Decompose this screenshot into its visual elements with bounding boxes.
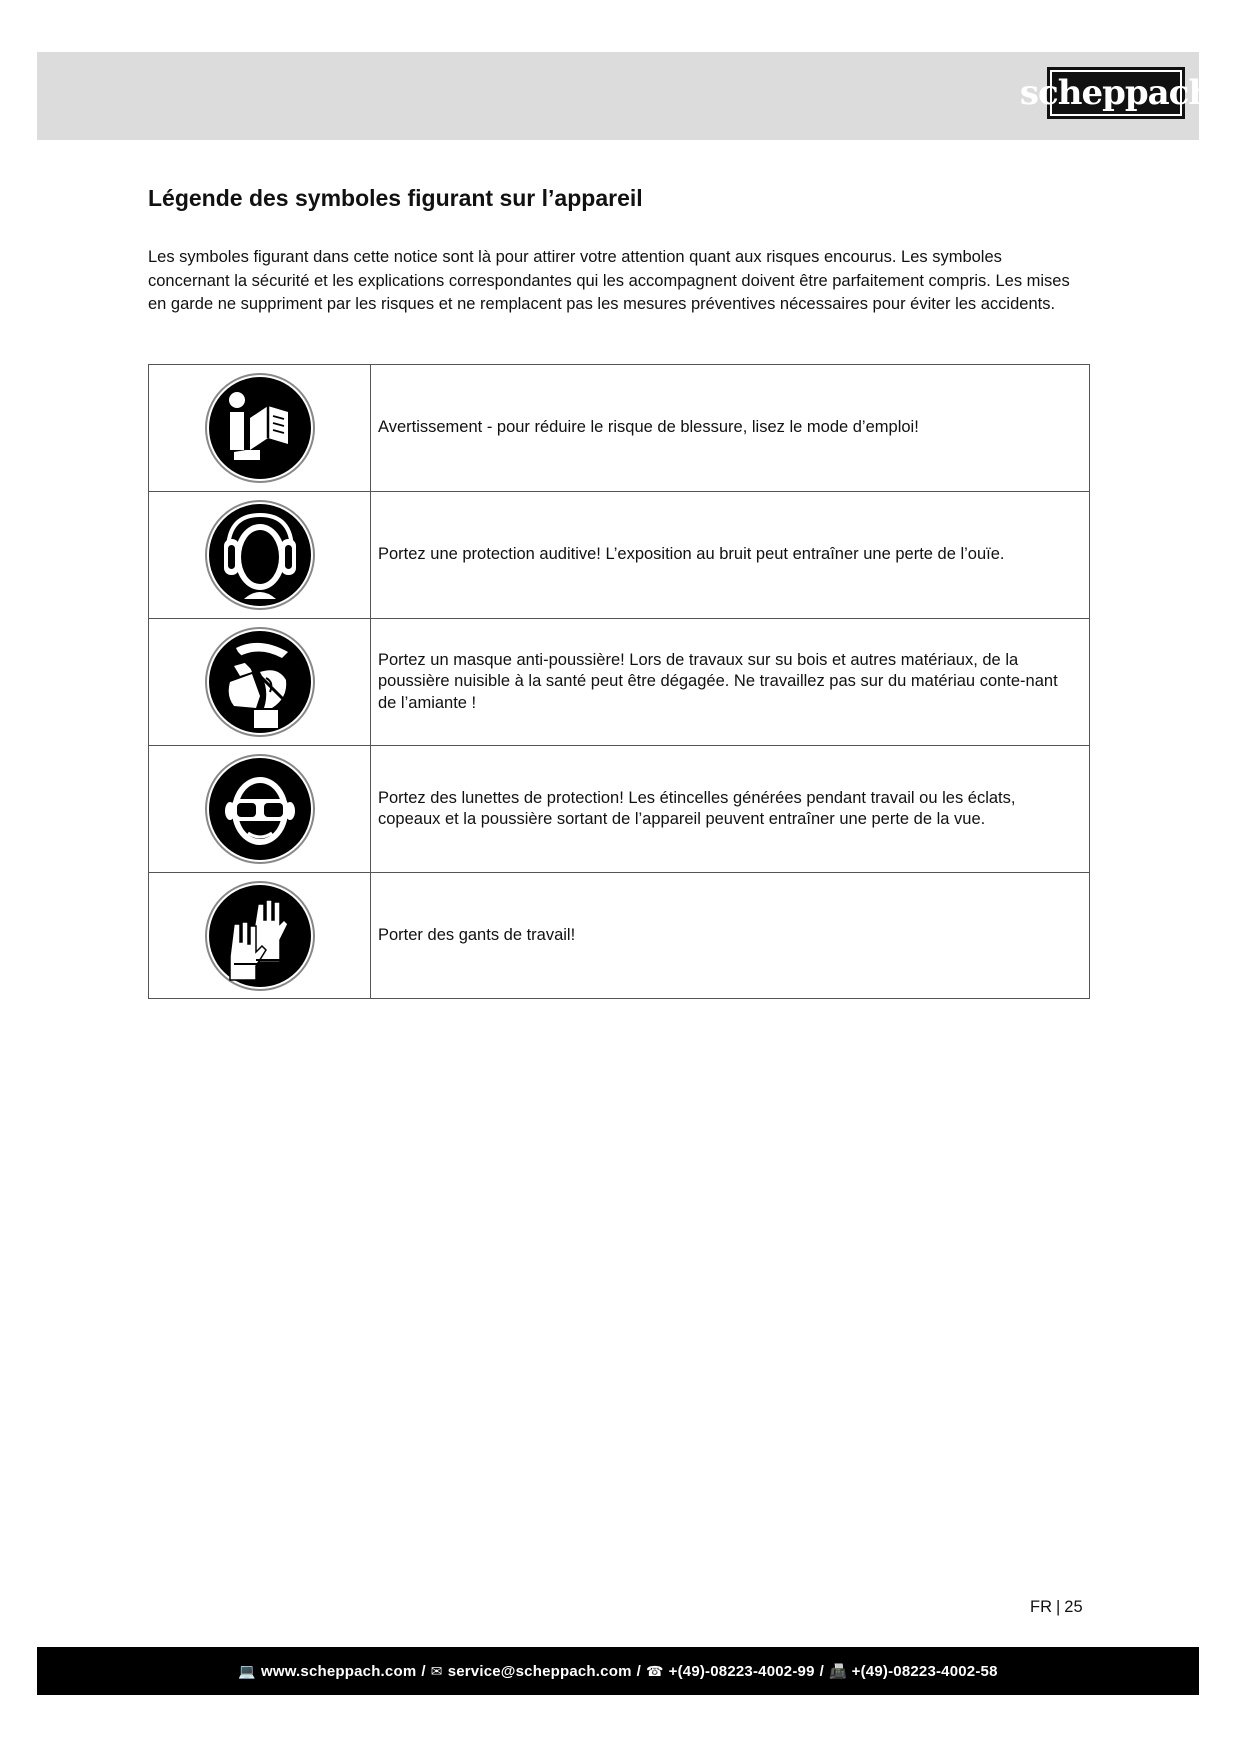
table-row [149,365,1090,492]
footer-band [37,1647,1199,1695]
phone-icon: ☎ [645,1662,664,1679]
symbol-text: Portez une protection auditive! L’exposition au bruit peut entraîner une perte de l’ouïe. [371,492,1090,619]
dust-mask-icon [204,626,316,738]
symbols-table [148,364,1090,999]
table-row [149,746,1090,873]
logo-text: scheppach [1019,73,1213,113]
footer-website[interactable]: www.scheppach.com [260,1662,417,1680]
computer-icon: 💻 [238,1662,256,1679]
icon-cell [149,619,371,746]
icon-cell [149,873,371,999]
scheppach-logo [1019,67,1213,119]
icon-cell [149,746,371,873]
footer-phone: +(49)-08223-4002-99 [668,1662,815,1680]
footer-separator: / [819,1662,824,1680]
work-gloves-icon [204,880,316,992]
footer-fax: +(49)-08223-4002-58 [851,1662,998,1680]
icon-cell [149,492,371,619]
fax-icon: 📠 [829,1662,847,1679]
symbol-text: Portez un masque anti-poussière! Lors de travaux sur su bois et autres matériaux, de la poussière nuisible à la santé peut être dégagée. Ne travaillez pas sur du matériau conte-nant de l’amiante ! [371,619,1090,746]
footer-email[interactable]: service@scheppach.com [447,1662,632,1680]
language-code: FR [1030,1598,1052,1616]
icon-cell [149,365,371,492]
table-row [149,619,1090,746]
page-number-separator: | [1056,1598,1061,1616]
footer-separator: / [636,1662,641,1680]
symbol-text: Portez des lunettes de protection! Les étincelles générées pendant travail ou les éclats, copeaux et la poussière sortant de l’appareil peuvent entraîner une perte de la vue. [371,746,1090,873]
table-row [149,492,1090,619]
intro-paragraph: Les symboles figurant dans cette notice sont là pour attirer votre attention quant aux risques encourus. Les symboles concernant la sécurité et les explications correspondantes qui les accompagnent doivent être parfaitement compris. Les mises en garde ne suppriment par les risques et ne remplacent pas les mesures préventives nécessaires pour éviter les accidents. [148,248,1070,313]
read-manual-icon [204,372,316,484]
symbol-text: Avertissement - pour réduire le risque de blessure, lisez le mode d’emploi! [371,365,1090,492]
safety-goggles-icon [204,753,316,865]
symbol-text: Porter des gants de travail! [371,873,1090,999]
footer-separator: / [421,1662,426,1680]
page-number-value: 25 [1064,1598,1083,1616]
page-title: Légende des symboles figurant sur l’appareil [148,185,643,211]
table-row [149,873,1090,999]
page-number [1030,1598,1083,1617]
ear-protection-icon [204,499,316,611]
email-icon: ✉ [430,1662,443,1679]
